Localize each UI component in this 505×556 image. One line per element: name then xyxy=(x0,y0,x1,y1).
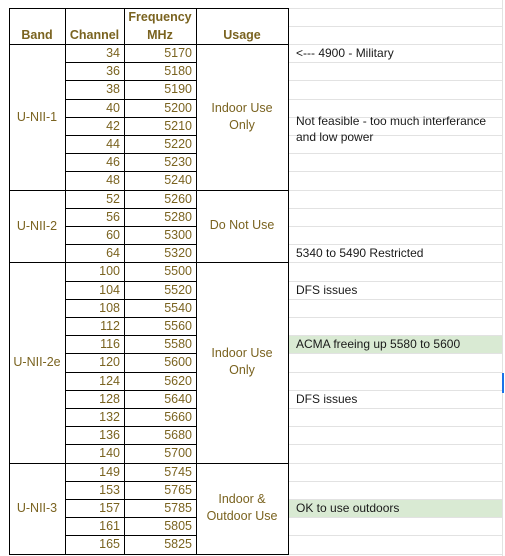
channel-cell[interactable]: 52 xyxy=(106,191,120,206)
frequency-cell[interactable]: 5230 xyxy=(164,155,192,170)
usage-text: Indoor Use xyxy=(211,100,273,115)
frequency-cell[interactable]: 5540 xyxy=(164,300,192,315)
channel-cell[interactable]: 38 xyxy=(106,82,120,97)
grid-line xyxy=(288,99,502,100)
note-cell[interactable]: OK to use outdoors xyxy=(296,501,400,516)
channel-cell[interactable]: 56 xyxy=(106,209,120,224)
row-divider xyxy=(65,390,196,391)
column-border xyxy=(124,8,125,555)
channel-cell[interactable]: 48 xyxy=(106,173,120,188)
row-divider xyxy=(65,281,196,282)
frequency-cell[interactable]: 5260 xyxy=(164,191,192,206)
grid-line xyxy=(288,408,502,409)
row-divider xyxy=(65,372,196,373)
note-cell[interactable]: DFS issues xyxy=(296,391,358,406)
channel-cell[interactable]: 153 xyxy=(99,482,120,497)
header-band[interactable]: Band xyxy=(21,28,53,42)
channel-cell[interactable]: 149 xyxy=(99,464,120,479)
grid-line xyxy=(288,426,502,427)
table-bottom-border xyxy=(9,554,288,555)
grid-line xyxy=(288,26,502,27)
channel-cell[interactable]: 161 xyxy=(99,519,120,534)
channel-cell[interactable]: 108 xyxy=(99,300,120,315)
row-divider xyxy=(65,99,196,100)
row-divider xyxy=(65,408,196,409)
grid-line xyxy=(288,80,502,81)
grid-line xyxy=(288,8,502,9)
note-cell[interactable]: Not feasible - too much interferance and low power xyxy=(296,113,487,144)
usage-text: Indoor & xyxy=(218,492,266,507)
frequency-cell[interactable]: 5500 xyxy=(164,264,192,279)
header-frequency[interactable]: Frequency xyxy=(128,10,192,24)
channel-cell[interactable]: 136 xyxy=(99,428,120,443)
frequency-cell[interactable]: 5240 xyxy=(164,173,192,188)
row-divider xyxy=(65,535,196,536)
note-cell[interactable]: <--- 4900 - Military xyxy=(296,46,394,61)
column-border xyxy=(196,8,197,555)
row-divider xyxy=(65,353,196,354)
row-divider xyxy=(65,299,196,300)
note-cell[interactable]: ACMA freeing up 5580 to 5600 xyxy=(296,337,461,352)
grid-line xyxy=(288,481,502,482)
row-divider xyxy=(65,117,196,118)
frequency-cell[interactable]: 5805 xyxy=(164,519,192,534)
frequency-cell[interactable]: 5745 xyxy=(164,464,192,479)
frequency-cell[interactable]: 5560 xyxy=(164,319,192,334)
frequency-cell[interactable]: 5765 xyxy=(164,482,192,497)
group-divider xyxy=(9,463,288,464)
usage-cell[interactable] xyxy=(196,463,288,554)
frequency-cell[interactable]: 5520 xyxy=(164,282,192,297)
table-top-border xyxy=(9,8,288,9)
frequency-cell[interactable]: 5320 xyxy=(164,246,192,261)
channel-cell[interactable]: 165 xyxy=(99,537,120,552)
usage-text: Only xyxy=(229,117,255,132)
header-bottom-border xyxy=(9,44,288,45)
note-cell[interactable]: 5340 to 5490 Restricted xyxy=(296,246,424,261)
channel-cell[interactable]: 46 xyxy=(106,155,120,170)
frequency-cell[interactable]: 5280 xyxy=(164,209,192,224)
note-cell[interactable]: DFS issues xyxy=(296,282,358,297)
row-divider xyxy=(65,226,196,227)
header-usage[interactable]: Usage xyxy=(223,28,261,42)
channel-cell[interactable]: 64 xyxy=(106,246,120,261)
frequency-cell[interactable]: 5200 xyxy=(164,100,192,115)
group-divider xyxy=(9,262,288,263)
channel-cell[interactable]: 44 xyxy=(106,137,120,152)
channel-cell[interactable]: 132 xyxy=(99,410,120,425)
frequency-cell[interactable]: 5220 xyxy=(164,137,192,152)
row-divider xyxy=(65,426,196,427)
frequency-cell[interactable]: 5680 xyxy=(164,428,192,443)
grid-line xyxy=(288,190,502,191)
channel-cell[interactable]: 104 xyxy=(99,282,120,297)
channel-cell[interactable]: 116 xyxy=(100,337,120,352)
row-divider xyxy=(65,208,196,209)
usage-cell[interactable] xyxy=(196,262,288,462)
frequency-cell[interactable]: 5180 xyxy=(164,64,192,79)
band-cell[interactable]: U-NII-1 xyxy=(16,109,58,124)
grid-line xyxy=(288,317,502,318)
channel-cell[interactable]: 100 xyxy=(99,264,120,279)
frequency-cell[interactable]: 5600 xyxy=(164,355,192,370)
frequency-cell[interactable]: 5785 xyxy=(164,501,192,516)
usage-cell[interactable] xyxy=(196,190,288,263)
row-divider xyxy=(65,517,196,518)
channel-cell[interactable]: 60 xyxy=(106,228,120,243)
header-channel[interactable]: Channel xyxy=(69,28,120,42)
column-border xyxy=(65,8,66,555)
usage-cell[interactable] xyxy=(196,44,288,190)
grid-line xyxy=(288,372,502,373)
frequency-cell[interactable]: 5640 xyxy=(164,391,192,406)
row-divider xyxy=(65,481,196,482)
usage-text: Outdoor Use xyxy=(206,509,278,524)
frequency-cell[interactable]: 5580 xyxy=(164,337,192,352)
cell-cursor[interactable] xyxy=(502,373,504,393)
channel-cell[interactable]: 42 xyxy=(106,118,120,133)
row-divider xyxy=(65,444,196,445)
row-divider xyxy=(65,499,196,500)
channel-cell[interactable]: 120 xyxy=(99,355,120,370)
row-divider xyxy=(65,62,196,63)
channel-cell[interactable]: 140 xyxy=(99,446,120,461)
frequency-cell[interactable]: 5210 xyxy=(164,118,192,133)
channel-cell[interactable]: 157 xyxy=(99,501,120,516)
frequency-cell[interactable]: 5700 xyxy=(164,446,192,461)
grid-line xyxy=(288,208,502,209)
grid-line xyxy=(288,153,502,154)
grid-line xyxy=(288,463,502,464)
group-divider xyxy=(9,190,288,191)
channel-cell[interactable]: 40 xyxy=(106,100,120,115)
row-divider xyxy=(65,135,196,136)
row-divider xyxy=(65,171,196,172)
frequency-cell[interactable]: 5620 xyxy=(164,373,192,388)
channel-cell[interactable]: 34 xyxy=(106,46,120,61)
grid-line xyxy=(288,444,502,445)
grid-line xyxy=(288,554,502,555)
row-divider xyxy=(65,317,196,318)
band-cell[interactable]: U-NII-2e xyxy=(13,355,61,370)
grid-line xyxy=(288,299,502,300)
usage-text: Only xyxy=(229,363,255,378)
band-cell[interactable]: U-NII-2 xyxy=(16,218,58,233)
row-divider xyxy=(65,244,196,245)
usage-text: Do Not Use xyxy=(209,218,275,233)
grid-line xyxy=(288,535,502,536)
band-cell[interactable]: U-NII-3 xyxy=(16,501,58,516)
row-divider xyxy=(65,80,196,81)
grid-line xyxy=(288,171,502,172)
frequency-cell[interactable]: 5170 xyxy=(164,46,192,61)
header-frequency-unit[interactable]: MHz xyxy=(147,28,173,42)
row-divider xyxy=(65,335,196,336)
row-divider xyxy=(65,153,196,154)
frequency-cell[interactable]: 5300 xyxy=(164,228,192,243)
grid-line xyxy=(288,226,502,227)
usage-text: Indoor Use xyxy=(211,346,273,361)
column-border xyxy=(9,8,10,555)
frequency-cell[interactable]: 5660 xyxy=(164,410,192,425)
frequency-cell[interactable]: 5825 xyxy=(164,537,192,552)
channel-cell[interactable]: 112 xyxy=(100,319,120,334)
column-border xyxy=(288,8,289,555)
frequency-cell[interactable]: 5190 xyxy=(164,82,192,97)
grid-line xyxy=(502,0,503,556)
channel-cell[interactable]: 36 xyxy=(106,64,120,79)
channel-cell[interactable]: 124 xyxy=(99,373,120,388)
channel-cell[interactable]: 128 xyxy=(99,391,120,406)
